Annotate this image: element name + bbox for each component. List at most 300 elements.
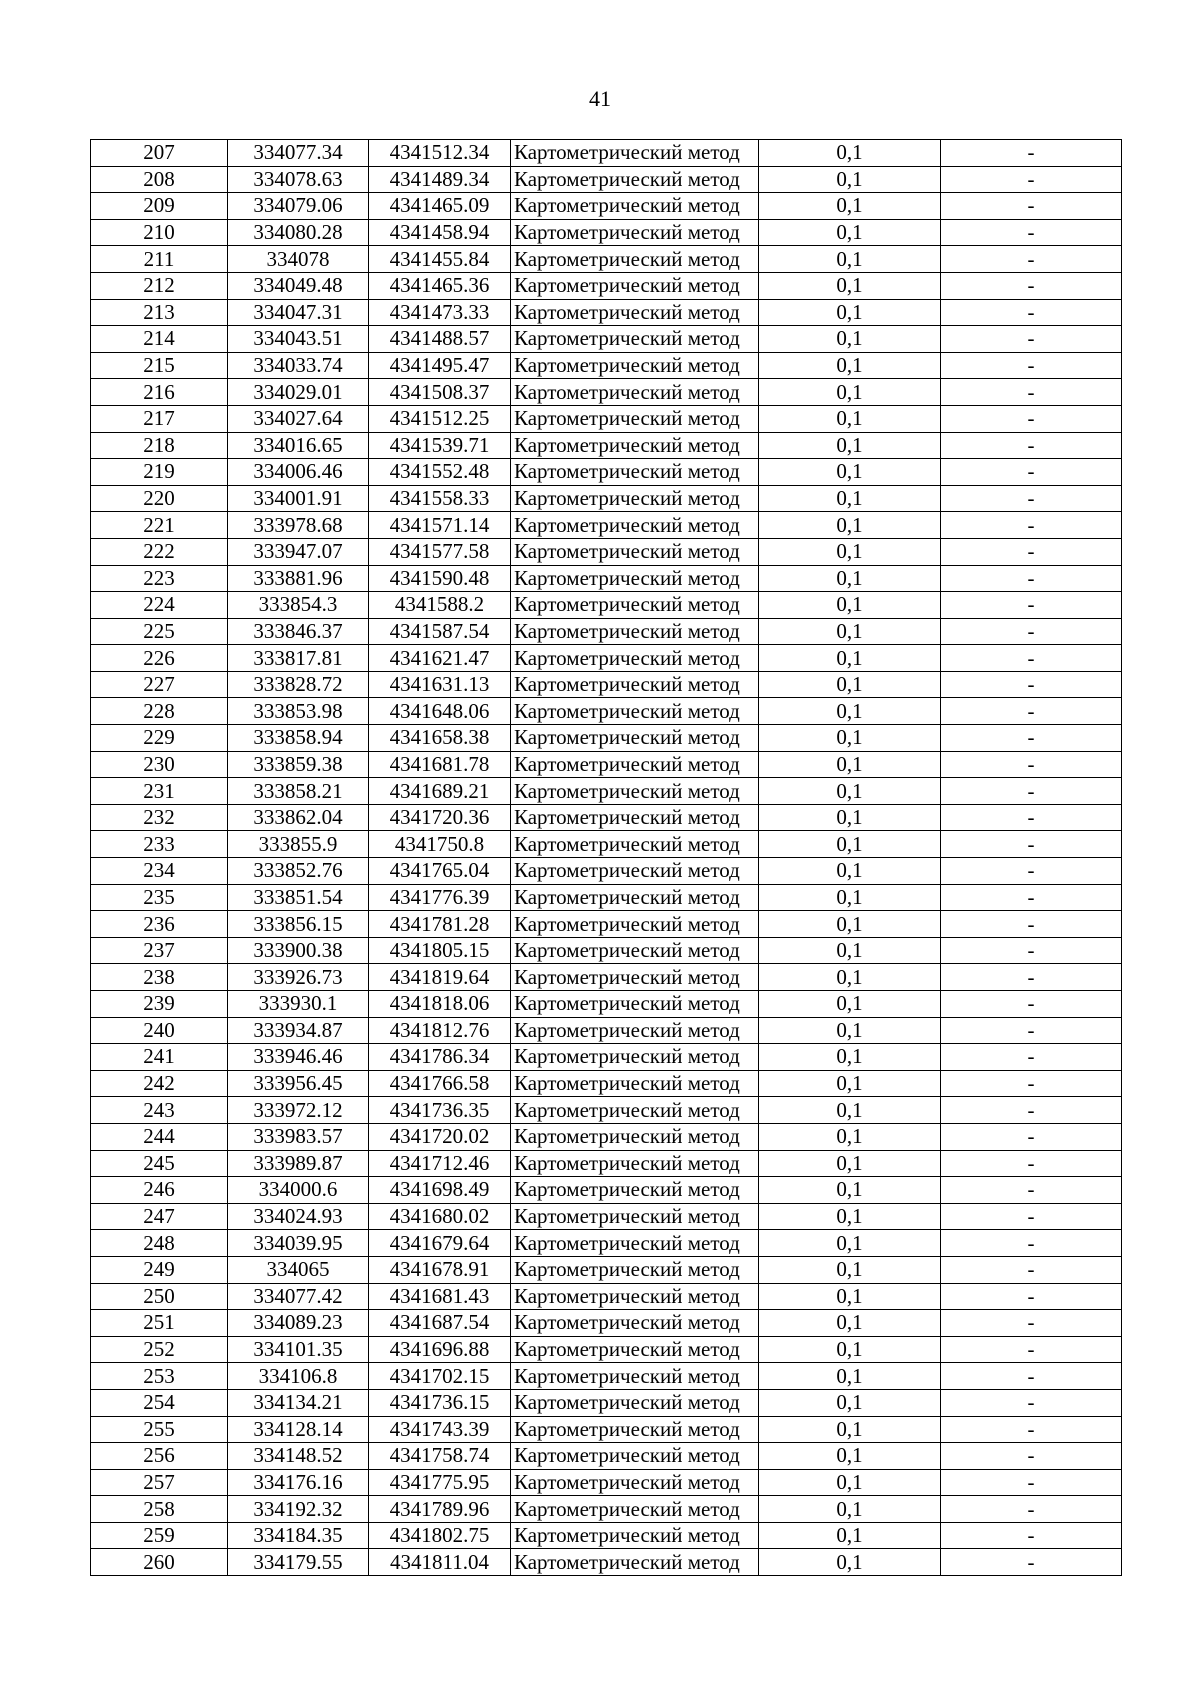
y-coordinate-cell: 4341736.15 [369,1389,511,1416]
point-number-cell: 250 [91,1283,228,1310]
method-cell: Картометрический метод [511,246,759,273]
y-coordinate-cell: 4341577.58 [369,538,511,565]
note-cell: - [941,1496,1122,1523]
accuracy-cell: 0,1 [759,166,941,193]
note-cell: - [941,565,1122,592]
x-coordinate-cell: 334128.14 [228,1416,369,1443]
y-coordinate-cell: 4341621.47 [369,645,511,672]
note-cell: - [941,804,1122,831]
method-cell: Картометрический метод [511,459,759,486]
x-coordinate-cell: 334039.95 [228,1230,369,1257]
note-cell: - [941,991,1122,1018]
x-coordinate-cell: 334016.65 [228,432,369,459]
y-coordinate-cell: 4341495.47 [369,352,511,379]
note-cell: - [941,911,1122,938]
method-cell: Картометрический метод [511,1336,759,1363]
note-cell: - [941,272,1122,299]
table-row [91,1522,1122,1549]
x-coordinate-cell: 334006.46 [228,459,369,486]
accuracy-cell: 0,1 [759,1230,941,1257]
table-row [91,592,1122,619]
method-cell: Картометрический метод [511,751,759,778]
accuracy-cell: 0,1 [759,459,941,486]
x-coordinate-cell: 333858.94 [228,725,369,752]
method-cell: Картометрический метод [511,512,759,539]
x-coordinate-cell: 333900.38 [228,937,369,964]
accuracy-cell: 0,1 [759,1443,941,1470]
method-cell: Картометрический метод [511,831,759,858]
accuracy-cell: 0,1 [759,1177,941,1204]
point-number-cell: 230 [91,751,228,778]
x-coordinate-cell: 333846.37 [228,618,369,645]
y-coordinate-cell: 4341590.48 [369,565,511,592]
y-coordinate-cell: 4341765.04 [369,858,511,885]
x-coordinate-cell: 334000.6 [228,1177,369,1204]
point-number-cell: 211 [91,246,228,273]
table-row [91,911,1122,938]
x-coordinate-cell: 334024.93 [228,1203,369,1230]
point-number-cell: 217 [91,405,228,432]
x-coordinate-cell: 333854.3 [228,592,369,619]
point-number-cell: 226 [91,645,228,672]
note-cell: - [941,1203,1122,1230]
note-cell: - [941,459,1122,486]
method-cell: Картометрический метод [511,1416,759,1443]
x-coordinate-cell: 333972.12 [228,1097,369,1124]
table-row [91,565,1122,592]
note-cell: - [941,698,1122,725]
x-coordinate-cell: 334077.34 [228,140,369,167]
table-row [91,1150,1122,1177]
x-coordinate-cell: 334106.8 [228,1363,369,1390]
note-cell: - [941,1123,1122,1150]
note-cell: - [941,1363,1122,1390]
point-number-cell: 221 [91,512,228,539]
y-coordinate-cell: 4341766.58 [369,1070,511,1097]
accuracy-cell: 0,1 [759,1123,941,1150]
accuracy-cell: 0,1 [759,485,941,512]
accuracy-cell: 0,1 [759,1017,941,1044]
x-coordinate-cell: 333881.96 [228,565,369,592]
point-number-cell: 220 [91,485,228,512]
method-cell: Картометрический метод [511,1283,759,1310]
accuracy-cell: 0,1 [759,1070,941,1097]
table-row [91,272,1122,299]
accuracy-cell: 0,1 [759,1256,941,1283]
point-number-cell: 253 [91,1363,228,1390]
method-cell: Картометрический метод [511,804,759,831]
point-number-cell: 236 [91,911,228,938]
point-number-cell: 216 [91,379,228,406]
method-cell: Картометрический метод [511,725,759,752]
point-number-cell: 218 [91,432,228,459]
point-number-cell: 259 [91,1522,228,1549]
point-number-cell: 254 [91,1389,228,1416]
accuracy-cell: 0,1 [759,751,941,778]
y-coordinate-cell: 4341587.54 [369,618,511,645]
accuracy-cell: 0,1 [759,1097,941,1124]
note-cell: - [941,1416,1122,1443]
accuracy-cell: 0,1 [759,778,941,805]
point-number-cell: 260 [91,1549,228,1576]
table-row [91,1097,1122,1124]
table-row [91,1336,1122,1363]
method-cell: Картометрический метод [511,858,759,885]
method-cell: Картометрический метод [511,140,759,167]
accuracy-cell: 0,1 [759,991,941,1018]
point-number-cell: 222 [91,538,228,565]
x-coordinate-cell: 334101.35 [228,1336,369,1363]
page-number: 41 [589,86,611,111]
method-cell: Картометрический метод [511,1177,759,1204]
accuracy-cell: 0,1 [759,831,941,858]
table-row [91,1443,1122,1470]
point-number-cell: 215 [91,352,228,379]
accuracy-cell: 0,1 [759,911,941,938]
point-number-cell: 234 [91,858,228,885]
y-coordinate-cell: 4341512.34 [369,140,511,167]
accuracy-cell: 0,1 [759,1044,941,1071]
y-coordinate-cell: 4341588.2 [369,592,511,619]
x-coordinate-cell: 334134.21 [228,1389,369,1416]
method-cell: Картометрический метод [511,964,759,991]
point-number-cell: 238 [91,964,228,991]
table-row [91,219,1122,246]
accuracy-cell: 0,1 [759,671,941,698]
accuracy-cell: 0,1 [759,1283,941,1310]
y-coordinate-cell: 4341812.76 [369,1017,511,1044]
point-number-cell: 208 [91,166,228,193]
x-coordinate-cell: 333983.57 [228,1123,369,1150]
accuracy-cell: 0,1 [759,326,941,353]
x-coordinate-cell: 333930.1 [228,991,369,1018]
y-coordinate-cell: 4341712.46 [369,1150,511,1177]
y-coordinate-cell: 4341696.88 [369,1336,511,1363]
method-cell: Картометрический метод [511,1496,759,1523]
method-cell: Картометрический метод [511,592,759,619]
method-cell: Картометрический метод [511,326,759,353]
y-coordinate-cell: 4341458.94 [369,219,511,246]
accuracy-cell: 0,1 [759,538,941,565]
note-cell: - [941,140,1122,167]
accuracy-cell: 0,1 [759,1336,941,1363]
point-number-cell: 252 [91,1336,228,1363]
table-row [91,671,1122,698]
method-cell: Картометрический метод [511,911,759,938]
note-cell: - [941,166,1122,193]
method-cell: Картометрический метод [511,1363,759,1390]
x-coordinate-cell: 333856.15 [228,911,369,938]
table-row [91,166,1122,193]
note-cell: - [941,352,1122,379]
accuracy-cell: 0,1 [759,698,941,725]
note-cell: - [941,831,1122,858]
accuracy-cell: 0,1 [759,1310,941,1337]
method-cell: Картометрический метод [511,1123,759,1150]
method-cell: Картометрический метод [511,645,759,672]
point-number-cell: 227 [91,671,228,698]
table-row [91,459,1122,486]
x-coordinate-cell: 334179.55 [228,1549,369,1576]
table-row [91,405,1122,432]
x-coordinate-cell: 333926.73 [228,964,369,991]
method-cell: Картометрический метод [511,937,759,964]
note-cell: - [941,858,1122,885]
x-coordinate-cell: 334027.64 [228,405,369,432]
y-coordinate-cell: 4341680.02 [369,1203,511,1230]
y-coordinate-cell: 4341681.78 [369,751,511,778]
x-coordinate-cell: 334043.51 [228,326,369,353]
y-coordinate-cell: 4341571.14 [369,512,511,539]
x-coordinate-cell: 334049.48 [228,272,369,299]
x-coordinate-cell: 333934.87 [228,1017,369,1044]
note-cell: - [941,379,1122,406]
table-row [91,1363,1122,1390]
point-number-cell: 209 [91,193,228,220]
table-row [91,1044,1122,1071]
table-row [91,352,1122,379]
table-row [91,937,1122,964]
method-cell: Картометрический метод [511,1443,759,1470]
point-number-cell: 243 [91,1097,228,1124]
note-cell: - [941,751,1122,778]
note-cell: - [941,671,1122,698]
point-number-cell: 257 [91,1469,228,1496]
method-cell: Картометрический метод [511,1522,759,1549]
x-coordinate-cell: 333989.87 [228,1150,369,1177]
accuracy-cell: 0,1 [759,804,941,831]
y-coordinate-cell: 4341558.33 [369,485,511,512]
table-row [91,1310,1122,1337]
y-coordinate-cell: 4341539.71 [369,432,511,459]
y-coordinate-cell: 4341750.8 [369,831,511,858]
x-coordinate-cell: 334078 [228,246,369,273]
y-coordinate-cell: 4341802.75 [369,1522,511,1549]
y-coordinate-cell: 4341689.21 [369,778,511,805]
method-cell: Картометрический метод [511,1017,759,1044]
x-coordinate-cell: 333858.21 [228,778,369,805]
point-number-cell: 251 [91,1310,228,1337]
accuracy-cell: 0,1 [759,1363,941,1390]
x-coordinate-cell: 334079.06 [228,193,369,220]
note-cell: - [941,645,1122,672]
x-coordinate-cell: 334078.63 [228,166,369,193]
y-coordinate-cell: 4341789.96 [369,1496,511,1523]
accuracy-cell: 0,1 [759,565,941,592]
y-coordinate-cell: 4341681.43 [369,1283,511,1310]
x-coordinate-cell: 333851.54 [228,884,369,911]
accuracy-cell: 0,1 [759,140,941,167]
note-cell: - [941,1017,1122,1044]
y-coordinate-cell: 4341743.39 [369,1416,511,1443]
y-coordinate-cell: 4341818.06 [369,991,511,1018]
accuracy-cell: 0,1 [759,272,941,299]
y-coordinate-cell: 4341775.95 [369,1469,511,1496]
note-cell: - [941,937,1122,964]
x-coordinate-cell: 334077.42 [228,1283,369,1310]
note-cell: - [941,1150,1122,1177]
table-row [91,1469,1122,1496]
accuracy-cell: 0,1 [759,299,941,326]
point-number-cell: 241 [91,1044,228,1071]
accuracy-cell: 0,1 [759,884,941,911]
method-cell: Картометрический метод [511,565,759,592]
point-number-cell: 224 [91,592,228,619]
table-row [91,140,1122,167]
y-coordinate-cell: 4341805.15 [369,937,511,964]
method-cell: Картометрический метод [511,698,759,725]
x-coordinate-cell: 334033.74 [228,352,369,379]
accuracy-cell: 0,1 [759,592,941,619]
table-row [91,698,1122,725]
x-coordinate-cell: 333859.38 [228,751,369,778]
method-cell: Картометрический метод [511,166,759,193]
method-cell: Картометрический метод [511,299,759,326]
accuracy-cell: 0,1 [759,1203,941,1230]
note-cell: - [941,299,1122,326]
note-cell: - [941,326,1122,353]
point-number-cell: 247 [91,1203,228,1230]
table-row [91,538,1122,565]
point-number-cell: 245 [91,1150,228,1177]
table-row [91,804,1122,831]
point-number-cell: 214 [91,326,228,353]
point-number-cell: 249 [91,1256,228,1283]
y-coordinate-cell: 4341698.49 [369,1177,511,1204]
method-cell: Картометрический метод [511,1044,759,1071]
point-number-cell: 219 [91,459,228,486]
note-cell: - [941,1389,1122,1416]
method-cell: Картометрический метод [511,432,759,459]
table-row [91,645,1122,672]
table-row [91,299,1122,326]
x-coordinate-cell: 333828.72 [228,671,369,698]
accuracy-cell: 0,1 [759,725,941,752]
y-coordinate-cell: 4341473.33 [369,299,511,326]
method-cell: Картометрический метод [511,1549,759,1576]
table-row [91,1070,1122,1097]
point-number-cell: 246 [91,1177,228,1204]
point-number-cell: 258 [91,1496,228,1523]
method-cell: Картометрический метод [511,379,759,406]
point-number-cell: 239 [91,991,228,1018]
method-cell: Картометрический метод [511,884,759,911]
method-cell: Картометрический метод [511,1150,759,1177]
table-row [91,831,1122,858]
table-row [91,1283,1122,1310]
x-coordinate-cell: 333855.9 [228,831,369,858]
note-cell: - [941,512,1122,539]
x-coordinate-cell: 334080.28 [228,219,369,246]
y-coordinate-cell: 4341811.04 [369,1549,511,1576]
table-row [91,1389,1122,1416]
coordinates-table-body [91,140,1122,1576]
y-coordinate-cell: 4341678.91 [369,1256,511,1283]
y-coordinate-cell: 4341455.84 [369,246,511,273]
point-number-cell: 232 [91,804,228,831]
note-cell: - [941,1469,1122,1496]
accuracy-cell: 0,1 [759,219,941,246]
table-row [91,1203,1122,1230]
x-coordinate-cell: 334065 [228,1256,369,1283]
y-coordinate-cell: 4341758.74 [369,1443,511,1470]
table-row [91,618,1122,645]
y-coordinate-cell: 4341720.36 [369,804,511,831]
point-number-cell: 231 [91,778,228,805]
point-number-cell: 244 [91,1123,228,1150]
point-number-cell: 237 [91,937,228,964]
method-cell: Картометрический метод [511,991,759,1018]
method-cell: Картометрический метод [511,1070,759,1097]
table-row [91,326,1122,353]
x-coordinate-cell: 333853.98 [228,698,369,725]
method-cell: Картометрический метод [511,193,759,220]
point-number-cell: 255 [91,1416,228,1443]
point-number-cell: 207 [91,140,228,167]
note-cell: - [941,1443,1122,1470]
table-row [91,1123,1122,1150]
accuracy-cell: 0,1 [759,193,941,220]
accuracy-cell: 0,1 [759,1549,941,1576]
table-row [91,1230,1122,1257]
y-coordinate-cell: 4341489.34 [369,166,511,193]
x-coordinate-cell: 334089.23 [228,1310,369,1337]
note-cell: - [941,246,1122,273]
table-row [91,1256,1122,1283]
y-coordinate-cell: 4341508.37 [369,379,511,406]
method-cell: Картометрический метод [511,485,759,512]
y-coordinate-cell: 4341702.15 [369,1363,511,1390]
note-cell: - [941,1177,1122,1204]
table-row [91,1496,1122,1523]
accuracy-cell: 0,1 [759,858,941,885]
table-row [91,751,1122,778]
accuracy-cell: 0,1 [759,405,941,432]
accuracy-cell: 0,1 [759,1469,941,1496]
note-cell: - [941,432,1122,459]
x-coordinate-cell: 333946.46 [228,1044,369,1071]
point-number-cell: 228 [91,698,228,725]
table-row [91,1177,1122,1204]
table-row [91,725,1122,752]
table-row [91,485,1122,512]
note-cell: - [941,964,1122,991]
y-coordinate-cell: 4341781.28 [369,911,511,938]
point-number-cell: 256 [91,1443,228,1470]
y-coordinate-cell: 4341720.02 [369,1123,511,1150]
method-cell: Картометрический метод [511,1310,759,1337]
x-coordinate-cell: 334029.01 [228,379,369,406]
x-coordinate-cell: 333862.04 [228,804,369,831]
table-row [91,1549,1122,1576]
note-cell: - [941,193,1122,220]
accuracy-cell: 0,1 [759,1496,941,1523]
y-coordinate-cell: 4341465.36 [369,272,511,299]
accuracy-cell: 0,1 [759,1389,941,1416]
accuracy-cell: 0,1 [759,432,941,459]
x-coordinate-cell: 334047.31 [228,299,369,326]
accuracy-cell: 0,1 [759,937,941,964]
y-coordinate-cell: 4341687.54 [369,1310,511,1337]
note-cell: - [941,1283,1122,1310]
method-cell: Картометрический метод [511,352,759,379]
y-coordinate-cell: 4341658.38 [369,725,511,752]
point-number-cell: 213 [91,299,228,326]
point-number-cell: 223 [91,565,228,592]
y-coordinate-cell: 4341679.64 [369,1230,511,1257]
y-coordinate-cell: 4341776.39 [369,884,511,911]
x-coordinate-cell: 333978.68 [228,512,369,539]
